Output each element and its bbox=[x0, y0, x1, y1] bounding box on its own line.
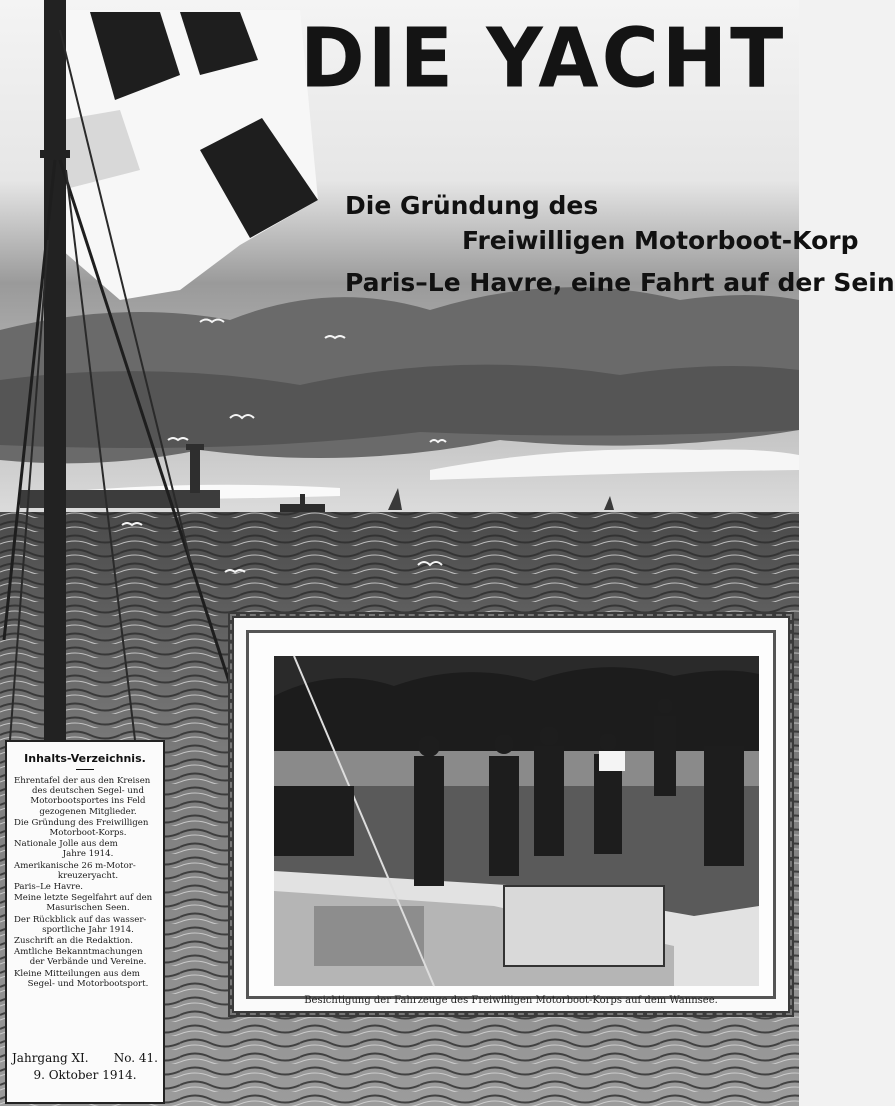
toc-item bbox=[14, 969, 156, 989]
toc-item-line: Motorbootsportes ins Feld bbox=[30, 796, 146, 807]
toc-item bbox=[14, 839, 156, 859]
photo-frame bbox=[228, 612, 794, 1017]
toc-item bbox=[14, 818, 156, 838]
toc-item-line: Der Rückblick auf das wasser- bbox=[14, 914, 147, 925]
photo-illustration bbox=[274, 656, 759, 986]
photo-caption: Besichtigung der Fahrzeuge des Freiwilligen Motorboot-Korps auf dem Wannsee. bbox=[304, 995, 718, 1006]
toc-item-line: sportliche Jahr 1914. bbox=[42, 924, 134, 935]
toc-item bbox=[14, 776, 156, 817]
toc-item bbox=[14, 915, 156, 935]
headline-line-2: Freiwilligen Motorboot-Korp bbox=[462, 226, 859, 255]
toc-item-line: Motorboot-Korps. bbox=[49, 828, 127, 839]
toc-item-line: Amerikanische 26 m-Motor- bbox=[14, 860, 136, 871]
toc-item-line: Masurischen Seen. bbox=[46, 903, 130, 914]
toc-divider bbox=[76, 769, 94, 770]
issue-date: 9. Oktober 1914. bbox=[33, 1068, 137, 1082]
toc-item-line: Jahre 1914. bbox=[62, 849, 114, 860]
headline-line-1: Die Gründung des bbox=[345, 191, 599, 220]
masthead-title: DIE YACHT bbox=[300, 11, 787, 107]
toc-item bbox=[14, 861, 156, 881]
toc-item-line: Meine letzte Segelfahrt auf den bbox=[14, 893, 153, 904]
toc-item-line: Kleine Mitteilungen aus dem bbox=[14, 968, 140, 979]
toc-item bbox=[14, 893, 156, 913]
toc-title: Inhalts-Verzeichnis. bbox=[24, 752, 146, 765]
table-of-contents bbox=[5, 740, 165, 1104]
toc-item-line: gezogenen Mitglieder. bbox=[39, 806, 137, 817]
issue-number: No. 41. bbox=[113, 1051, 158, 1065]
issue-info bbox=[12, 1051, 158, 1082]
toc-item-line: Paris–Le Havre. bbox=[14, 882, 84, 893]
toc-item-line: Ehrentafel der aus den Kreisen bbox=[14, 776, 151, 786]
toc-item bbox=[14, 936, 156, 946]
volume-label: Jahrgang XI. bbox=[12, 1051, 89, 1065]
photo-mat bbox=[246, 630, 776, 1006]
toc-item-line: kreuzeryacht. bbox=[57, 870, 119, 881]
toc-item-line: Amtliche Bekanntmachungen bbox=[14, 947, 143, 958]
toc-item bbox=[14, 947, 156, 967]
photograph-boats-wannsee bbox=[274, 656, 759, 986]
headline-line-3: Paris–Le Havre, eine Fahrt auf der Sein bbox=[345, 268, 895, 297]
toc-item-line: Die Gründung des Freiwilligen bbox=[14, 817, 149, 828]
toc-item-line: Segel- und Motorbootsport. bbox=[27, 978, 149, 989]
toc-list bbox=[14, 776, 156, 989]
toc-item-line: Nationale Jolle aus dem bbox=[14, 839, 118, 850]
toc-item-line: Zuschrift an die Redaktion. bbox=[14, 936, 133, 947]
toc-item-line: der Verbände und Vereine. bbox=[29, 957, 147, 968]
toc-item-line: des deutschen Segel- und bbox=[32, 786, 144, 797]
toc-item bbox=[14, 882, 156, 892]
